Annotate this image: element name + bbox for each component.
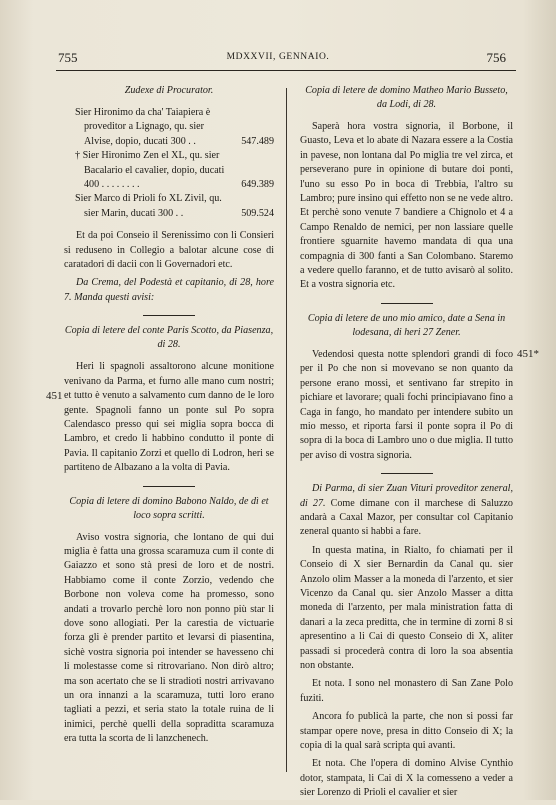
parma-text: Come dimane con il marchese di Saluzzo andarà a Caxal Mazor, per consultar col Capitanio zeneral quanto si habbi a fare. bbox=[300, 497, 513, 538]
page-number-right: 756 bbox=[486, 50, 506, 65]
paragraph: Ancora fo publicà la parte, che non si possi far stampar opere nove, presa in ditto Conseio di X; la copia di la qual sarà scripta qui avanti. bbox=[300, 711, 513, 752]
heading-scotto: Copia di letere del conte Paris Scotto, da Piasenza, di 28. bbox=[64, 325, 274, 351]
section-rule bbox=[381, 303, 433, 304]
heading-zudexe: Zudexe di Procurator. bbox=[124, 85, 214, 96]
paragraph: Heri li spagnoli assaltorono alcune monitione venivano da Parma, et furno alle mano cum nostri; et tutto è venuto a salvamento cum danno de le loro gente. Spagnoli fanno un ponte sul Po sopra Calendasco presso qui sei miglia sopra bocca di Lambro, et credo li habbino condutto il ponte di Pavia. Il capitanio Zorzi et quello di Lodron, heri se partiteno de Albazano a la volta di Pavia. bbox=[64, 361, 274, 474]
parma-heading: Di Parma, di sier Zuan Vituri proveditor zeneral, di 27. bbox=[300, 483, 513, 509]
paragraph: Et da poi Conseio il Serenissimo con li Consieri si reduseno in Collegio a balotar alcune cose di caratadori di dacii con li Governadori etc. bbox=[64, 230, 274, 271]
page-number-left: 755 bbox=[58, 50, 78, 65]
election-entry bbox=[64, 149, 274, 192]
section-rule bbox=[381, 473, 433, 474]
paragraph: Vedendosi questa notte splendori grandi di foco per il Po che non si movevano se non quanto da persone erano mossi, et sentivano far strepito in pichiare et lavorare; quali fochi principiavano fino a Caga in fango, ho mandato per intendere subito un mio messo, et riporta farsi il ponte sopra il Po di sopra di la boca di Lambro uno o due miglia. Il tutto per aviso di vostra signoria. bbox=[300, 348, 513, 461]
paragraph-crema: Da Crema, del Podestà et capitanio, di 28, hore 7. Manda questi avisi: bbox=[64, 277, 274, 303]
entry-amount: 509.524 bbox=[241, 207, 274, 219]
column-divider bbox=[286, 88, 287, 772]
paragraph: Aviso vostra signoria, che lontano de qui dui miglia è fatta una grossa scaramuza cum il conte di Gaiazzo et sono stà presi de loro et de nostri. Habbiamo come il conte Zorzio, vedendo che Borbone non voleva come ha promesso, sono andati a trovarlo perchè loro non ponno più star li dove sono allogiati. Per la carestia de victuarie forza gli è prender partito et levarsi di piasentina, sichè vostra signoria poi intender se havesseno chi li molestasse come si ritrovariano. Non dirò altro; ma son acertato che se li stradioti nostri arrivavano un ora innanzi a la scaramuza, tutti loro erano tagliati a pezzi, et seria stato la totale ruina de li inimici, perchè quelli della sopraditta scaramuza era tutta la scorta de li lanzchenech. bbox=[64, 531, 274, 745]
paragraph: Et nota. I sono nel monastero di San Zane Polo fuziti. bbox=[300, 678, 513, 704]
election-entry bbox=[64, 106, 274, 149]
left-column bbox=[64, 78, 274, 751]
entry-text: Sier Marco di Prioli fo XL Zivil, qu. sier Marin, ducati 300 . . bbox=[75, 193, 222, 219]
paragraph: Et nota. Che l'opera di domino Alvise Cynthio dotor, stampata, li Cai di X la comesseno a veder a sier Lorenzo di Prioli el cavalier et sier bbox=[300, 758, 513, 799]
heading-busseto: Copia di letere de domino Matheo Mario Busseto, da Lodi, di 28. bbox=[305, 85, 508, 110]
page-header bbox=[0, 50, 556, 68]
entry-amount: 649.389 bbox=[241, 179, 274, 191]
heading-naldo: Copia di letere di domino Babono Naldo, de dì et loco sopra scritti. bbox=[69, 495, 269, 521]
header-rule bbox=[56, 70, 516, 71]
section-rule bbox=[143, 315, 195, 316]
running-head: MDXXVII, GENNAIO. bbox=[226, 52, 330, 62]
paragraph-parma bbox=[300, 482, 513, 540]
election-entry bbox=[64, 192, 274, 221]
right-column bbox=[300, 78, 513, 805]
margin-number-right: 451* bbox=[517, 348, 539, 360]
entry-text: † Sier Hironimo Zen el XL, qu. sier Bacalario el cavalier, dopio, ducati 400 . . . . . . . . bbox=[75, 150, 225, 191]
paragraph: Saperà hora vostra signoria, il Borbone, il Guasto, Leva et lo abate di Nazara essere a la Costia in pavese, non lontana dal Po miglia tre vel zirca, et perseverano pure in opinione di butare doi ponti, l'uno su esso Po in boca di Trebbia, l'altro su Lambro; pure insino qui effetto non se ne vede altro. Et perchè sono venute 7 bandiere a Chignolo et 4 a Campo Renaldo de nemici, per non lassiare quelle frontiere sguarnite havemo mandata di qua una compagnia di 300 fanti a San Colombano. Staremo a vedere quello faranno, et de tutto avisarò al solito. Et a vostra signoria etc. bbox=[300, 121, 513, 291]
heading-amico: Copia di letere de uno mio amico, date a Sena in lodesana, di heri 27 Zener. bbox=[307, 312, 506, 338]
entry-text: Sier Hironimo da cha' Taiapiera è proveditor a Lignago, qu. sier Alvise, dopio, ducati 300 . . bbox=[75, 107, 211, 147]
paragraph: In questa matina, in Rialto, fo chiamati per il Conseio di X sier Bernardin da Canal qu. sier Anzolo olim Masser a la moneda di l'arzento, et sier Vicenzo da Canal qu. sier Anzolo Masser a ditta moneda di l'arzento, per mala ministration fatta di danari a la zeca preditta, che in termine di zorni 8 si apresentino a li Cai di questo Conseio di X, aliter passadi si procederà contra di loro la soa absentia non obstante. bbox=[300, 544, 513, 671]
section-rule bbox=[143, 486, 195, 487]
margin-number-left: 451 bbox=[46, 390, 63, 402]
entry-amount: 547.489 bbox=[241, 135, 274, 147]
